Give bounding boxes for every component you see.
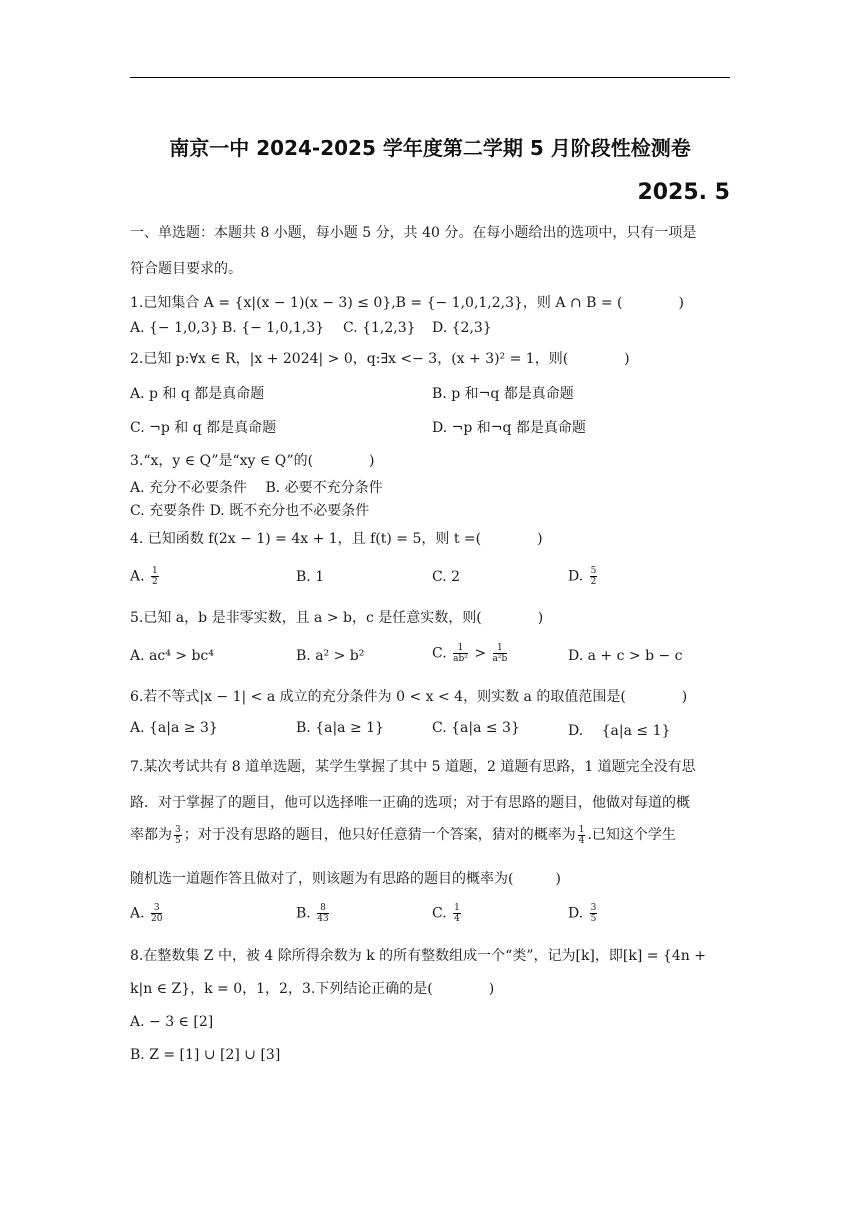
q6-option-c: C. {a|a ≤ 3} [432, 720, 520, 736]
question-1: 1.已知集合 A = {x|(x − 1)(x − 3) ≤ 0},B = {− 1,0,1,2,3}，则 A ∩ B = ( ) [130, 295, 684, 311]
question-2: 2.已知 p:∀x ∈ R，|x + 2024| > 0，q:∃x <− 3，(x + 3)² = 1，则( ) [130, 351, 630, 367]
q6-option-b: B. {a|a ≥ 1} [296, 720, 384, 736]
fraction: $\frac{3}{20}$ [151, 903, 163, 924]
q4-option-c: C. 2 [432, 569, 461, 585]
q5-option-b: B. a² > b² [296, 648, 365, 664]
question-7-cont: 路．对于掌握了的题目，他可以选择唯一正确的选项；对于有思路的题目，他做对每道的概 [130, 795, 690, 811]
question-7-cont: 率都为 $\frac{3}{5}$ ；对于没有思路的题目，他只好任意猜一个答案，猜对的概率为 $\frac{1}{4}$ .已知这个学生 [130, 824, 676, 846]
q5-option-a: A. ac⁴ > bc⁴ [130, 648, 214, 664]
fraction: $\frac{1}{\text{a²b}}$ [492, 643, 508, 664]
question-8-cont: k|n ∈ Z}，k = 0，1，2，3.下列结论正确的是( ) [130, 981, 495, 997]
section-intro: 一、单选题：本题共 8 小题，每小题 5 分，共 40 分。在每小题给出的选项中，只有一项是 [130, 225, 697, 241]
question-3: 3.“x，y ∈ Q”是“xy ∈ Q”的( ) [130, 453, 375, 469]
q6-option-a: A. {a|a ≥ 3} [130, 720, 218, 736]
fraction: $\frac{8}{43}$ [317, 903, 329, 924]
q1-option-d: D. {2,3} [432, 320, 492, 336]
question-4: 4. 已知函数 f(2x − 1) = 4x + 1，且 f(t) = 5，则 t =( ) [130, 531, 543, 547]
question-7-cont: 随机选一道题作答且做对了，则该题为有思路的题目的概率为( ) [130, 871, 561, 887]
question-6: 6.若不等式|x − 1| < a 成立的充分条件为 0 < x < 4，则实数 a 的取值范围是( ) [130, 689, 688, 705]
q8-option-a: A. − 3 ∈ [2] [130, 1014, 214, 1030]
q2-option-a: A. p 和 q 都是真命题 [130, 386, 265, 402]
q7-option-c: C. $\frac{1}{4}$ [432, 903, 460, 924]
q5-option-c: C. $\frac{1}{\text{ab²}}$ > $\frac{1}{\text{a²b}}$ [432, 643, 508, 664]
q4-option-a: A. $\frac{1}{2}$ [130, 566, 158, 587]
q1-option-c: C. {1,2,3} [343, 320, 416, 336]
q7-option-d: D. $\frac{3}{5}$ [568, 903, 597, 924]
question-8: 8.在整数集 Z 中，被 4 除所得余数为 k 的所有整数组成一个“类”，记为[k]，即[k] = {4n + [130, 948, 706, 964]
fraction: $\frac{5}{2}$ [590, 566, 597, 587]
q2-option-d: D. ¬p 和¬q 都是真命题 [432, 420, 586, 436]
q2-option-b: B. p 和¬q 都是真命题 [432, 386, 574, 402]
fraction: $\frac{1}{2}$ [152, 566, 158, 587]
section-intro-cont: 符合题目要求的。 [130, 261, 242, 277]
q4-option-d: D. $\frac{5}{2}$ [568, 566, 597, 587]
header-rule [130, 77, 730, 78]
q4-option-b: B. 1 [296, 569, 325, 585]
q1-option-b: B. {− 1,0,1,3} [222, 320, 325, 336]
fraction: $\frac{3}{5}$ [590, 903, 597, 924]
question-7: 7.某次考试共有 8 道单选题，某学生掌握了其中 5 道题，2 道题有思路，1 道题完全没有思 [130, 759, 696, 775]
q3-options-row1: A. 充分不必要条件 B. 必要不充分条件 [130, 480, 383, 496]
q7-option-b: B. $\frac{8}{43}$ [296, 903, 329, 924]
fraction: $\frac{1}{4}$ [578, 824, 585, 846]
q7-option-a: A. $\frac{3}{20}$ [130, 903, 163, 924]
q6-option-d: D. {a|a ≤ 1} [568, 723, 671, 739]
q1-option-a: A. {− 1,0,3} [130, 320, 219, 336]
q3-options-row2: C. 充要条件 D. 既不充分也不必要条件 [130, 503, 370, 519]
exam-date: 2025. 5 [637, 180, 730, 205]
q8-option-b: B. Z = [1] ∪ [2] ∪ [3] [130, 1047, 281, 1063]
q2-option-c: C. ¬p 和 q 都是真命题 [130, 420, 277, 436]
fraction: $\frac{1}{\text{ab²}}$ [453, 643, 468, 664]
page-title: 南京一中 2024-2025 学年度第二学期 5 月阶段性检测卷 [169, 136, 691, 160]
fraction: $\frac{3}{5}$ [175, 824, 181, 846]
q5-option-d: D. a + c > b − c [568, 648, 683, 664]
fraction: $\frac{1}{4}$ [454, 903, 460, 924]
question-5: 5.已知 a，b 是非零实数，且 a > b，c 是任意实数，则( ) [130, 610, 544, 626]
